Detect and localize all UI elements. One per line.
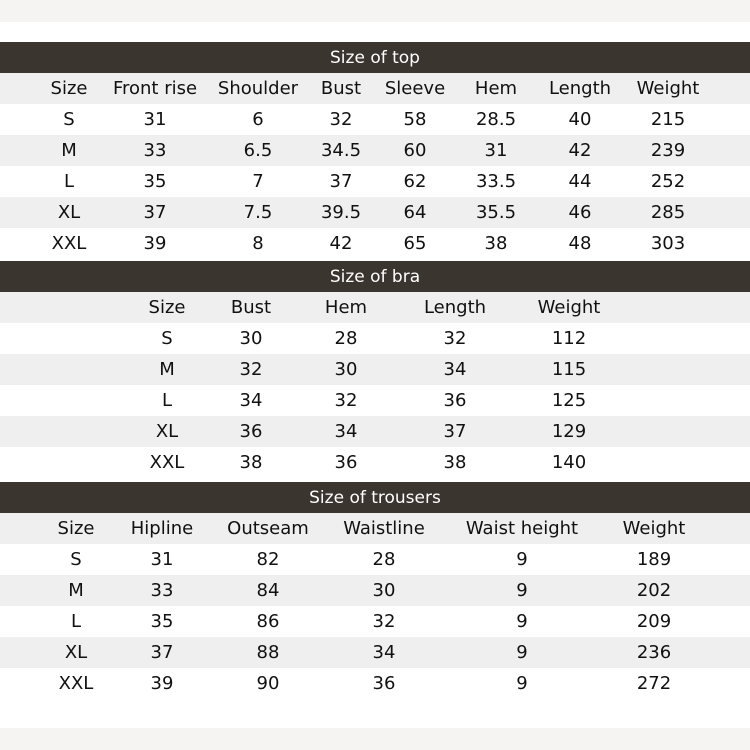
top-table-cell: 7: [252, 171, 264, 192]
bra-column-header: Hem: [324, 297, 368, 318]
top-column-header: Hem: [474, 78, 518, 99]
bra-table-cell: 30: [239, 328, 263, 349]
trousers-table-cell: S: [70, 549, 82, 570]
trousers-table-cell: 31: [150, 549, 174, 570]
trousers-table-cell: 9: [516, 580, 528, 601]
bra-table-cell: 30: [334, 359, 358, 380]
bra-table-cell: 140: [551, 452, 587, 473]
trousers-table-cell: 37: [150, 642, 174, 663]
top-table-row: [0, 104, 750, 135]
bra-table-cell: 115: [551, 359, 587, 380]
top-table-cell: 62: [403, 171, 427, 192]
trousers-table-cell: 189: [636, 549, 672, 570]
top-table-cell: XXL: [51, 233, 87, 254]
bra-table-cell: 125: [551, 390, 587, 411]
trousers-column-header: Hipline: [130, 518, 194, 539]
top-table-cell: L: [63, 171, 75, 192]
top-table-cell: 37: [143, 202, 167, 223]
trousers-table-cell: 36: [372, 673, 396, 694]
trousers-table-row: [0, 668, 750, 699]
bra-table-cell: M: [159, 359, 175, 380]
top-table-cell: 239: [650, 140, 686, 161]
trousers-table-cell: 35: [150, 611, 174, 632]
bra-header-row: [0, 292, 750, 323]
top-table-cell: 33.5: [475, 171, 517, 192]
trousers-table-cell: 9: [516, 549, 528, 570]
top-column-header: Size: [50, 78, 88, 99]
trousers-table-cell: 32: [372, 611, 396, 632]
bra-table-cell: 28: [334, 328, 358, 349]
top-table-row: [0, 135, 750, 166]
bra-table-row: [0, 416, 750, 447]
bra-column-header: Weight: [537, 297, 601, 318]
trousers-table-cell: 28: [372, 549, 396, 570]
trousers-table-cell: 30: [372, 580, 396, 601]
bra-table-cell: 37: [443, 421, 467, 442]
top-table-cell: M: [61, 140, 77, 161]
top-table-cell: 33: [143, 140, 167, 161]
bra-table-cell: 36: [239, 421, 263, 442]
bra-table-row: [0, 323, 750, 354]
top-table-cell: 215: [650, 109, 686, 130]
trousers-table-cell: 39: [150, 673, 174, 694]
trousers-table-cell: 209: [636, 611, 672, 632]
trousers-column-header: Outseam: [227, 518, 309, 539]
bra-column-header: Length: [423, 297, 487, 318]
bra-table-cell: 32: [443, 328, 467, 349]
bra-table-cell: 32: [239, 359, 263, 380]
top-table-cell: 7.5: [243, 202, 273, 223]
top-table-cell: 39.5: [320, 202, 362, 223]
trousers-table-row: [0, 544, 750, 575]
top-table-cell: XL: [57, 202, 81, 223]
trousers-table-cell: 236: [636, 642, 672, 663]
top-table-cell: 35: [143, 171, 167, 192]
top-table-cell: 303: [650, 233, 686, 254]
top-table-title: Size of top: [0, 42, 750, 73]
top-table-row: [0, 166, 750, 197]
trousers-table-cell: 88: [256, 642, 280, 663]
bra-table-cell: 34: [334, 421, 358, 442]
top-header-row: [0, 73, 750, 104]
bra-table-cell: 38: [239, 452, 263, 473]
top-table-cell: 35.5: [475, 202, 517, 223]
top-table-cell: 37: [329, 171, 353, 192]
trousers-column-header: Waist height: [465, 518, 579, 539]
bra-table-cell: XL: [155, 421, 179, 442]
trousers-table-cell: XL: [64, 642, 88, 663]
top-table-cell: 44: [568, 171, 592, 192]
trousers-table-cell: 33: [150, 580, 174, 601]
top-table-cell: 42: [568, 140, 592, 161]
top-column-header: Front rise: [112, 78, 198, 99]
bra-table-cell: XXL: [149, 452, 185, 473]
top-table-cell: 6.5: [243, 140, 273, 161]
bra-column-header: Bust: [230, 297, 272, 318]
bra-table-cell: 34: [443, 359, 467, 380]
trousers-column-header: Waistline: [343, 518, 425, 539]
top-column-header: Length: [548, 78, 612, 99]
top-table-row: [0, 197, 750, 228]
bra-table-title: Size of bra: [0, 261, 750, 292]
top-table-cell: 39: [143, 233, 167, 254]
trousers-column-header: Weight: [622, 518, 686, 539]
top-table-cell: 60: [403, 140, 427, 161]
top-table-cell: 28.5: [475, 109, 517, 130]
top-table-cell: 46: [568, 202, 592, 223]
top-column-header: Bust: [320, 78, 362, 99]
top-column-header: Weight: [636, 78, 700, 99]
bra-table-cell: 32: [334, 390, 358, 411]
trousers-table-cell: 9: [516, 611, 528, 632]
bra-table-cell: 112: [551, 328, 587, 349]
bra-table-row: [0, 447, 750, 478]
trousers-column-header: Size: [57, 518, 95, 539]
top-table-cell: 6: [252, 109, 264, 130]
trousers-table-cell: L: [70, 611, 82, 632]
top-column-header: Sleeve: [384, 78, 446, 99]
bra-table-cell: 36: [443, 390, 467, 411]
bra-column-header: Size: [148, 297, 186, 318]
bra-table-cell: S: [161, 328, 173, 349]
top-table-cell: 40: [568, 109, 592, 130]
trousers-table-cell: 9: [516, 642, 528, 663]
top-table-cell: 58: [403, 109, 427, 130]
trousers-table-cell: 84: [256, 580, 280, 601]
top-table-row: [0, 228, 750, 259]
top-table-cell: 31: [143, 109, 167, 130]
top-table-cell: 38: [484, 233, 508, 254]
trousers-table-cell: 82: [256, 549, 280, 570]
trousers-table-cell: XXL: [58, 673, 94, 694]
bra-table-cell: 38: [443, 452, 467, 473]
top-table-cell: 285: [650, 202, 686, 223]
trousers-table-row: [0, 606, 750, 637]
trousers-table-row: [0, 575, 750, 606]
trousers-table-row: [0, 637, 750, 668]
trousers-table-cell: 86: [256, 611, 280, 632]
trousers-table-cell: 272: [636, 673, 672, 694]
top-table-cell: 64: [403, 202, 427, 223]
trousers-header-row: [0, 513, 750, 544]
trousers-table-cell: 9: [516, 673, 528, 694]
bra-table-cell: 34: [239, 390, 263, 411]
top-table-cell: 42: [329, 233, 353, 254]
top-column-header: Shoulder: [217, 78, 299, 99]
top-table-cell: 8: [252, 233, 264, 254]
top-table-cell: 34.5: [320, 140, 362, 161]
top-table-cell: S: [63, 109, 75, 130]
bra-table-cell: 36: [334, 452, 358, 473]
bra-table-cell: L: [161, 390, 173, 411]
top-table-cell: 48: [568, 233, 592, 254]
trousers-table-cell: 34: [372, 642, 396, 663]
bra-table-row: [0, 385, 750, 416]
trousers-table-title: Size of trousers: [0, 482, 750, 513]
top-table-cell: 252: [650, 171, 686, 192]
bra-table-cell: 129: [551, 421, 587, 442]
trousers-table-cell: 90: [256, 673, 280, 694]
top-table-cell: 31: [484, 140, 508, 161]
bra-table-row: [0, 354, 750, 385]
trousers-table-cell: M: [68, 580, 84, 601]
top-table-cell: 32: [329, 109, 353, 130]
trousers-table-cell: 202: [636, 580, 672, 601]
top-table-cell: 65: [403, 233, 427, 254]
